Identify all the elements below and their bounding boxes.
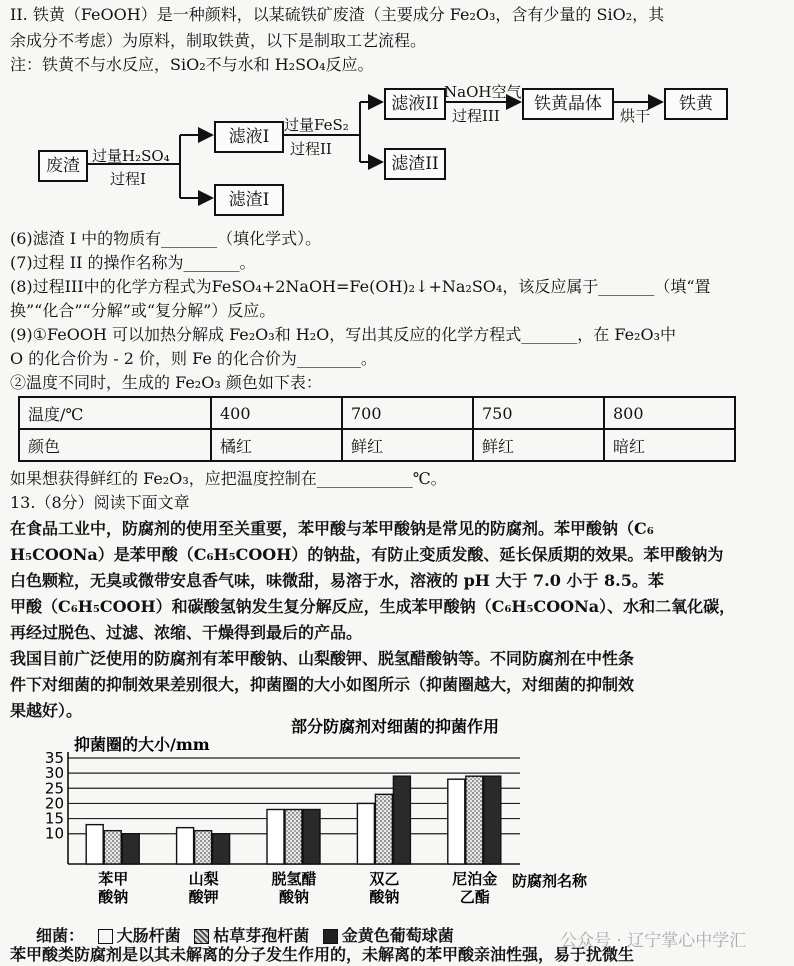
chart-x-tick: 双乙 [369, 870, 400, 888]
article-line: 在食品工业中，防腐剂的使用至关重要，苯甲酸与苯甲酸钠是常见的防腐剂。苯甲酸钠（C₆ [10, 519, 654, 538]
question-8a: (8)过程III中的化学方程式为FeSO₄+2NaOH=Fe(OH)₂↓+Na₂SO₄，该反应属于_______（填“置 [10, 277, 711, 296]
table-cell: 橘红 [211, 429, 342, 461]
temperature-color-table [18, 396, 736, 462]
article-line: 甲酸（C₆H₅COOH）和碳酸氢钠发生复分解反应，生成苯甲酸钠（C₆H₅COONa）、水和二氧化碳， [10, 597, 736, 616]
chart-legend [36, 923, 454, 946]
flow-label-step3-top: NaOH空气 [444, 83, 522, 101]
table-cell: 750 [473, 397, 604, 429]
chart-bar [484, 776, 501, 864]
article-line: 再经过脱色、过滤、浓缩、干燥得到最后的产品。 [10, 623, 363, 642]
chart-y-tick: 30 [44, 764, 64, 783]
article-line: 白色颗粒，无臭或微带安息香气味，味微甜，易溶于水，溶液的 pH 大于 7.0 小于 8.5。苯 [10, 571, 664, 590]
flow-label-step2-bottom: 过程II [290, 140, 332, 158]
flow-box-crystal: 铁黄晶体 [522, 88, 614, 120]
q13-title: 13.（8分）阅读下面文章 [10, 493, 190, 512]
flow-box-filtrate2: 滤液II [384, 88, 446, 120]
question-8b: 换”“化合”“分解”或“复分解”）反应。 [10, 301, 276, 320]
chart-bar [86, 825, 103, 864]
chart-x-tick: 酸钠 [98, 888, 129, 906]
chart-x-tick: 脱氢醋 [271, 870, 317, 888]
table-cell: 温度/℃ [19, 397, 211, 429]
table-cell: 鲜红 [342, 429, 473, 461]
chart-y-tick: 25 [44, 779, 64, 798]
table-cell: 鲜红 [473, 429, 604, 461]
watermark: 公众号 · 辽宁掌心中学汇 [560, 931, 747, 951]
legend-label-2: 枯草芽孢杆菌 [213, 926, 310, 945]
antibacterial-chart [0, 716, 794, 926]
chart-y-tick: 10 [44, 824, 64, 843]
question-9a: (9)①FeOOH 可以加热分解成 Fe₂O₃和 H₂O，写出其反应的化学方程式_______，在 Fe₂O₃中 [10, 325, 677, 344]
flow-label-step4: 烘干 [620, 107, 651, 125]
intro-line-1: II. 铁黄（FeOOH）是一种颜料，以某硫铁矿废渣（主要成分 Fe₂O₃，含有少量的 SiO₂，其 [10, 5, 665, 24]
question-9c: ②温度不同时，生成的 Fe₂O₃ 颜色如下表： [10, 373, 322, 392]
legend-swatch-black [323, 929, 338, 944]
question-9d: 如果想获得鲜红的 Fe₂O₃，应把温度控制在____________℃。 [10, 469, 447, 488]
table-cell: 400 [211, 397, 342, 429]
flow-box-waste: 废渣 [38, 150, 88, 182]
table-cell: 800 [604, 397, 735, 429]
chart-bar [122, 834, 139, 864]
legend-swatch-dotted [194, 929, 209, 944]
chart-bar [448, 779, 465, 864]
flow-box-residue2: 滤渣II [384, 148, 446, 180]
flow-label-step2-top: 过量FeS₂ [284, 116, 349, 134]
article-line: 我国目前广泛使用的防腐剂有苯甲酸钠、山梨酸钾、脱氢醋酸钠等。不同防腐剂在中性条 [10, 649, 635, 668]
chart-bar [303, 809, 320, 864]
chart-x-tick: 酸钾 [188, 888, 219, 906]
legend-swatch-white [98, 929, 113, 944]
chart-bar [357, 803, 374, 864]
chart-bar [285, 809, 302, 864]
legend-label-1: 大肠杆菌 [116, 926, 181, 945]
article-line: H₅COONa）是苯甲酸（C₆H₅COOH）的钠盐，有防止变质发酸、延长保质期的效果。苯甲酸钠为 [10, 545, 724, 564]
flow-label-step3-bottom: 过程III [452, 107, 500, 125]
chart-y-label: 抑菌圈的大小/mm [74, 735, 210, 754]
note-line: 注：铁黄不与水反应，SiO₂不与水和 H₂SO₄反应。 [10, 55, 374, 74]
chart-y-tick: 15 [44, 809, 64, 828]
flow-box-product: 铁黄 [664, 88, 728, 120]
article-last-line: 苯甲酸类防腐剂是以其未解离的分子发生作用的，未解离的苯甲酸亲油性强，易于扰微生 [10, 945, 635, 964]
chart-y-tick: 35 [44, 749, 64, 767]
table-row [19, 429, 735, 461]
chart-title: 部分防腐剂对细菌的抑菌作用 [290, 717, 500, 736]
legend-label-3: 金黄色葡萄球菌 [341, 926, 454, 945]
flow-label-step1-top: 过量H₂SO₄ [92, 147, 170, 165]
chart-x-tick: 山梨 [188, 870, 219, 888]
flow-box-residue1: 滤渣I [214, 184, 284, 216]
question-7: (7)过程 II 的操作名称为_______。 [10, 253, 256, 272]
question-6: (6)滤渣 I 中的物质有_______（填化学式）。 [10, 229, 322, 248]
legend-prefix: 细菌： [36, 926, 85, 945]
chart-bar [195, 831, 212, 864]
chart-x-tick: 乙酯 [459, 888, 490, 906]
chart-x-tick: 酸钠 [278, 888, 310, 906]
chart-bar [267, 809, 284, 864]
chart-bar [393, 776, 410, 864]
table-row [19, 397, 735, 429]
chart-x-label: 防腐剂名称 [512, 872, 588, 890]
chart-bar [104, 831, 121, 864]
table-cell: 暗红 [604, 429, 735, 461]
chart-x-tick: 苯甲 [98, 870, 129, 888]
flow-label-step1-bottom: 过程I [110, 170, 146, 188]
article-line: 果越好）。 [10, 701, 83, 720]
table-cell: 700 [342, 397, 473, 429]
question-9b: O 的化合价为 - 2 价，则 Fe 的化合价为________。 [10, 349, 377, 368]
chart-y-tick: 20 [44, 794, 64, 813]
chart-bar [466, 776, 483, 864]
flow-box-filtrate1: 滤液I [214, 121, 284, 153]
chart-bar [177, 828, 194, 864]
chart-bar [375, 794, 392, 864]
article-line: 件下对细菌的抑制效果差别很大，抑菌圈的大小如图所示（抑菌圈越大，对细菌的抑制效 [10, 675, 635, 694]
chart-x-tick: 尼泊金 [452, 870, 498, 888]
intro-line-2: 余成分不考虑）为原料，制取铁黄，以下是制取工艺流程。 [10, 31, 427, 50]
table-cell: 颜色 [19, 429, 211, 461]
chart-bar [213, 834, 230, 864]
chart-x-tick: 酸钠 [369, 888, 400, 906]
